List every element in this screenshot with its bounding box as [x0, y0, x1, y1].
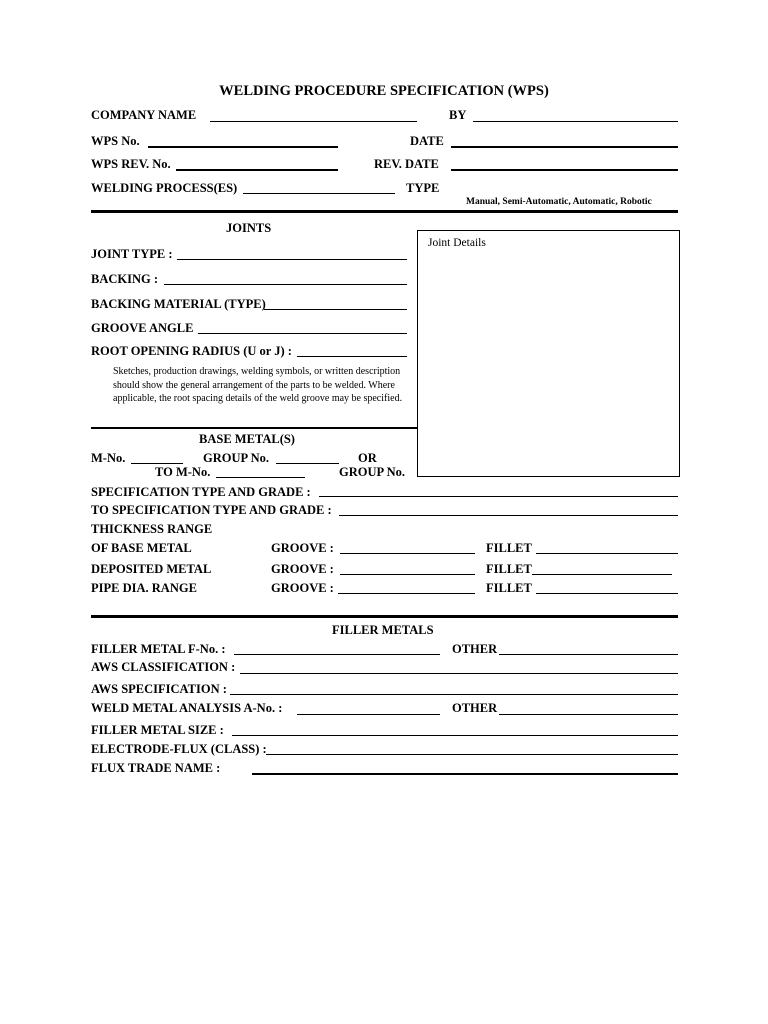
- backing-material-field[interactable]: [264, 309, 407, 310]
- other-field[interactable]: [499, 654, 678, 655]
- filler-metals-heading: FILLER METALS: [332, 623, 434, 637]
- date-label: DATE: [410, 134, 444, 148]
- weld-metal-analysis-label: WELD METAL ANALYSIS A-No. :: [91, 701, 283, 715]
- welding-processes-field[interactable]: [243, 193, 395, 194]
- aws-specification-field[interactable]: [230, 694, 678, 695]
- joint-details-label: Joint Details: [428, 237, 486, 249]
- base-metal-heading: BASE METAL(S): [199, 432, 295, 446]
- spec-type-grade-field[interactable]: [319, 496, 678, 497]
- deposited-groove-field[interactable]: [340, 574, 475, 575]
- date-field[interactable]: [451, 146, 678, 148]
- base-metal-fillet-field[interactable]: [536, 553, 678, 554]
- to-spec-type-grade-label: TO SPECIFICATION TYPE AND GRADE :: [91, 503, 332, 517]
- welding-processes-label: WELDING PROCESS(ES): [91, 181, 238, 195]
- divider: [91, 427, 417, 429]
- joint-details-box[interactable]: [417, 230, 680, 477]
- pipe-fillet-field[interactable]: [536, 593, 678, 594]
- rev-date-label: REV. DATE: [374, 157, 439, 171]
- groove-angle-field[interactable]: [198, 333, 407, 334]
- base-metal-groove-field[interactable]: [340, 553, 475, 554]
- electrode-flux-field[interactable]: [266, 754, 678, 755]
- groove-angle-label: GROOVE ANGLE: [91, 321, 194, 335]
- fillet-label: FILLET: [486, 562, 532, 576]
- group-no-2-label: GROUP No.: [339, 465, 405, 479]
- other-2-label: OTHER: [452, 701, 498, 715]
- f-no-label: FILLER METAL F-No. :: [91, 642, 226, 656]
- to-m-no-field[interactable]: [216, 477, 305, 478]
- aws-specification-label: AWS SPECIFICATION :: [91, 682, 227, 696]
- flux-trade-name-label: FLUX TRADE NAME :: [91, 761, 221, 775]
- deposited-metal-label: DEPOSITED METAL: [91, 562, 212, 576]
- groove-label: GROOVE :: [271, 541, 334, 555]
- backing-label: BACKING :: [91, 272, 159, 286]
- by-field[interactable]: [473, 121, 678, 122]
- divider: [91, 615, 678, 618]
- by-label: BY: [449, 108, 467, 122]
- divider: [91, 210, 678, 213]
- wps-rev-no-label: WPS REV. No.: [91, 157, 171, 171]
- m-no-field[interactable]: [131, 463, 183, 464]
- to-m-no-label: TO M-No.: [155, 465, 211, 479]
- type-label: TYPE: [406, 181, 440, 195]
- thickness-range-label: THICKNESS RANGE: [91, 522, 213, 536]
- weld-metal-analysis-field[interactable]: [297, 714, 440, 715]
- wps-no-field[interactable]: [148, 146, 338, 148]
- rev-date-field[interactable]: [451, 169, 678, 171]
- group-no-field[interactable]: [276, 463, 339, 464]
- aws-classification-label: AWS CLASSIFICATION :: [91, 660, 236, 674]
- to-spec-type-grade-field[interactable]: [339, 515, 678, 516]
- joints-heading: JOINTS: [226, 221, 272, 235]
- or-label: OR: [358, 451, 377, 465]
- type-options: Manual, Semi-Automatic, Automatic, Robotic: [466, 197, 652, 207]
- joint-type-label: JOINT TYPE :: [91, 247, 173, 261]
- flux-trade-name-field[interactable]: [252, 773, 678, 775]
- wps-no-label: WPS No.: [91, 134, 140, 148]
- groove-label: GROOVE :: [271, 581, 334, 595]
- fillet-label: FILLET: [486, 581, 532, 595]
- filler-metal-size-field[interactable]: [232, 735, 678, 736]
- f-no-field[interactable]: [234, 654, 440, 655]
- groove-label: GROOVE :: [271, 562, 334, 576]
- other-label: OTHER: [452, 642, 498, 656]
- filler-metal-size-label: FILLER METAL SIZE :: [91, 723, 224, 737]
- root-opening-field[interactable]: [297, 356, 407, 357]
- root-opening-label: ROOT OPENING RADIUS (U or J) :: [91, 344, 292, 358]
- pipe-groove-field[interactable]: [338, 593, 475, 594]
- joint-note: Sketches, production drawings, welding symbols, or written description should show the general arrangement of the parts to be welded. Where applicable, the root spacing details of the weld groove may be specified.: [113, 366, 403, 404]
- company-name-field[interactable]: [210, 121, 417, 122]
- company-name-label: COMPANY NAME: [91, 108, 197, 122]
- group-no-label: GROUP No.: [203, 451, 269, 465]
- backing-material-label: BACKING MATERIAL (TYPE): [91, 297, 266, 311]
- deposited-fillet-field[interactable]: [532, 574, 672, 575]
- m-no-label: M-No.: [91, 451, 126, 465]
- form-title: WELDING PROCEDURE SPECIFICATION (WPS): [219, 83, 549, 99]
- aws-classification-field[interactable]: [240, 673, 678, 674]
- wps-rev-no-field[interactable]: [176, 169, 338, 171]
- electrode-flux-label: ELECTRODE-FLUX (CLASS) :: [91, 742, 267, 756]
- pipe-dia-range-label: PIPE DIA. RANGE: [91, 581, 197, 595]
- spec-type-grade-label: SPECIFICATION TYPE AND GRADE :: [91, 485, 311, 499]
- joint-type-field[interactable]: [177, 259, 407, 260]
- other-2-field[interactable]: [499, 714, 678, 715]
- fillet-label: FILLET: [486, 541, 532, 555]
- backing-field[interactable]: [164, 284, 407, 285]
- of-base-metal-label: OF BASE METAL: [91, 541, 192, 555]
